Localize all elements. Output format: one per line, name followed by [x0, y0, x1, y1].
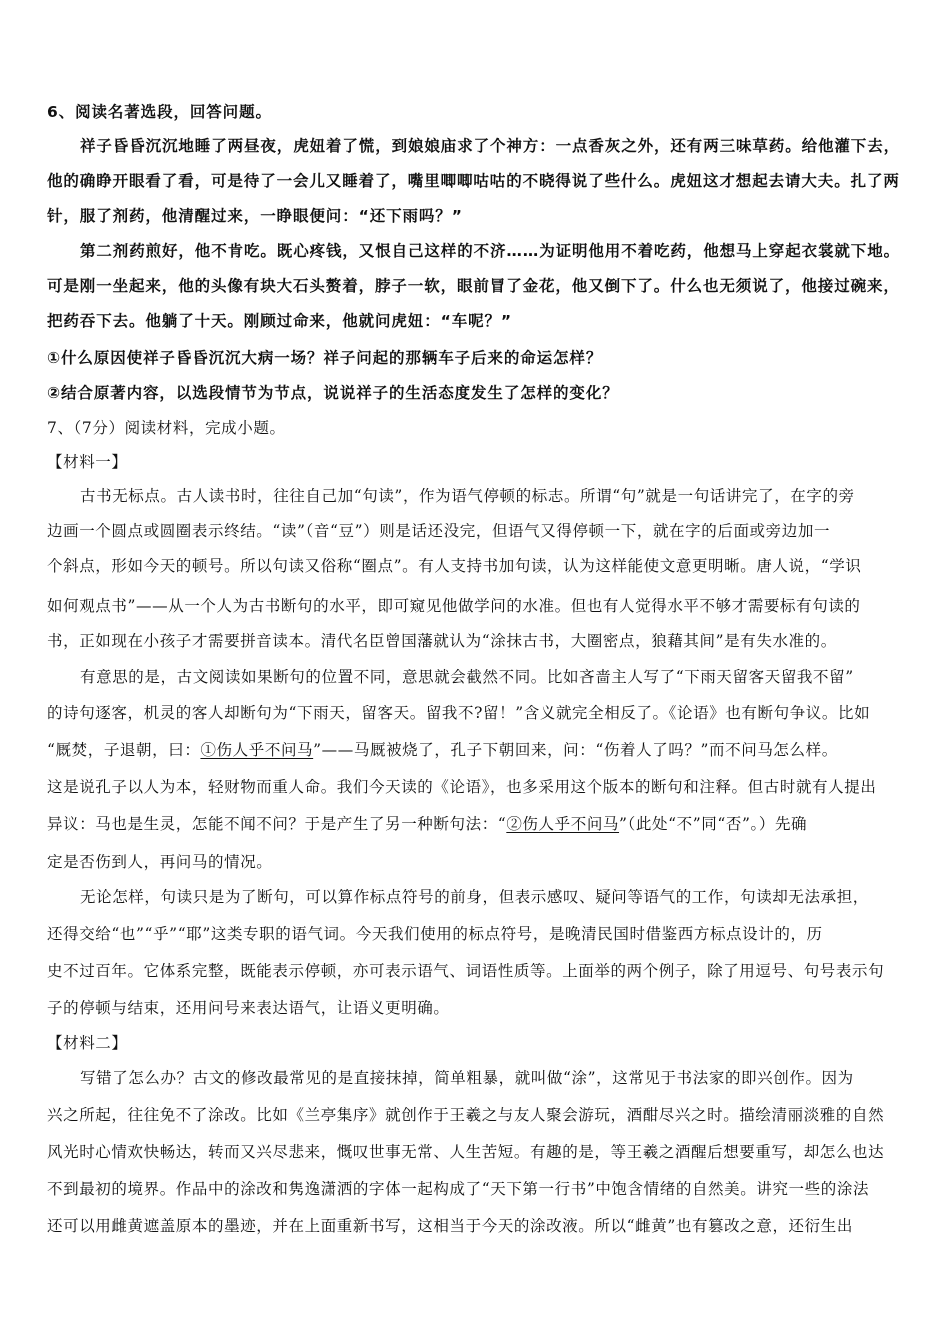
- text-segment: “厩焚，子退朝，曰：: [47, 741, 201, 759]
- material-1-label: 【材料一】: [47, 453, 128, 471]
- material-2-line: 兴之所起，往往免不了涂改。比如《兰亭集序》就创作于王羲之与友人聚会游玩，酒酣尽兴之时。描绘清丽淡雅的自然: [47, 1106, 885, 1124]
- material-1-line: 还得交给“也”“乎”“耶”这类专职的语气词。今天我们使用的标点符号，是晚清民国时借鉴西方标点设计的，历: [47, 925, 823, 943]
- material-1-line: 边画一个圆点或圆圈表示终结。“读”（音“豆”）则是话还没完，但语气又得停顿一下，就在字的后面或旁边加一: [47, 522, 831, 540]
- material-2-line: 风光时心情欢快畅达，转而又兴尽悲来，慨叹世事无常、人生苦短。有趣的是，等王羲之酒醒后想要重写，却怎么也达: [47, 1143, 885, 1161]
- material-2-line: 还可以用雌黄遮盖原本的墨迹，并在上面重新书写，这相当于今天的涂改液。所以“雌黄”也有篡改之意，还衍生出: [47, 1217, 853, 1235]
- material-1-line: 无论怎样，句读只是为了断句，可以算作标点符号的前身，但表示感叹、疑问等语气的工作，句读却无法承担，: [80, 888, 869, 906]
- material-1-line: 古书无标点。古人读书时，往往自己加“句读”，作为语气停顿的标志。所谓“句”就是一句话讲完了，在字的旁: [80, 487, 855, 505]
- q6-passage-line: 可是刚一坐起来，他的头像有块大石头赘着，脖子一软，眼前冒了金花，他又倒下了。什么也无须说了，他接过碗来，: [47, 277, 900, 295]
- material-2-label: 【材料二】: [47, 1034, 128, 1052]
- q6-title: 6、阅读名著选段，回答问题。: [47, 103, 272, 121]
- material-1-line: [47, 740, 907, 760]
- material-1-line: 这是说孔子以人为本，轻财物而重人命。我们今天读的《论语》，也多采用这个版本的断句和注释。但古时就有人提出: [47, 778, 877, 796]
- material-2-line: 写错了怎么办？古文的修改最常见的是直接抹掉，简单粗暴，就叫做“涂”，这常见于书法家的即兴创作。因为: [80, 1069, 854, 1087]
- material-1-line: 如何观点书”——从一个人为古书断句的水平，即可窥见他做学问的水准。但也有人觉得水平不够才需要标有句读的: [47, 597, 861, 615]
- q6-passage-line: 他的确睁开眼看了看，可是待了一会儿又睡着了，嘴里唧唧咕咕的不晓得说了些什么。虎妞这才想起去请大夫。扎了两: [47, 172, 900, 190]
- text-segment: 异议：马也是生灵，怎能不闻不问？于是产生了另一种断句法：“: [47, 815, 507, 833]
- material-1-line: 定是否伤到人，再问马的情况。: [47, 853, 273, 871]
- text-segment: ”——马厩被烧了，孔子下朝回来，问：“伤着人了吗？”而不问马怎么样。: [313, 741, 838, 759]
- material-2-line: 不到最初的境界。作品中的涂改和隽逸潇洒的字体一起构成了“天下第一行书”中饱含情绪的自然美。讲究一些的涂法: [47, 1180, 870, 1198]
- material-1-line: [47, 814, 907, 834]
- q6-passage-line: 祥子昏昏沉沉地睡了两昼夜，虎妞着了慌，到娘娘庙求了个神方：一点香灰之外，还有两三味草药。给他灌下去，: [80, 137, 901, 155]
- text-segment: ”（此处“不”同“否”。）先确: [619, 815, 808, 833]
- q6-passage-line: 第二剂药煎好，他不肯吃。既心疼钱，又恨自己这样的不济……为证明他用不着吃药，他想马上穿起衣裳就下地。: [80, 242, 901, 260]
- q7-title: 7、（7分）阅读材料，完成小题。: [47, 419, 286, 437]
- q6-passage-line: 把药吞下去。他躺了十天。刚顾过命来，他就问虎妞：“车呢？”: [47, 312, 512, 330]
- material-1-line: 书，正如现在小孩子才需要拼音读本。清代名臣曾国藩就认为“涂抹古书，大圈密点，狼藉其间”是有失水准的。: [47, 632, 837, 650]
- material-1-line: 子的停顿与结束，还用问号来表达语气，让语义更明确。: [47, 999, 450, 1017]
- underlined-phrase-2: ②伤人乎不问马: [506, 815, 620, 833]
- material-1-line: 的诗句逐客，机灵的客人却断句为“下雨天，留客天。留我不?留！”含义就完全相反了。《论语》也有断句争议。比如: [47, 704, 871, 722]
- underlined-phrase-1: ①伤人乎不问马: [200, 741, 314, 759]
- q6-subquestion-2: ②结合原著内容，以选段情节为节点，说说祥子的生活态度发生了怎样的变化？: [47, 384, 619, 402]
- material-1-line: 个斜点，形如今天的顿号。所以句读又俗称“圈点”。有人支持书加句读，认为这样能使文意更明晰。唐人说，“学识: [47, 557, 862, 575]
- material-1-line: 有意思的是，古文阅读如果断句的位置不同，意思就会截然不同。比如吝啬主人写了“下雨天留客天留我不留”: [80, 668, 854, 686]
- q6-subquestion-1: ①什么原因使祥子昏昏沉沉大病一场？祥子问起的那辆车子后来的命运怎样？: [47, 349, 603, 367]
- material-1-line: 史不过百年。它体系完整，既能表示停顿，亦可表示语气、词语性质等。上面举的两个例子，除了用逗号、句号表示句: [47, 962, 885, 980]
- q6-passage-line: 针，服了剂药，他清醒过来，一睁眼便问：“还下雨吗？”: [47, 207, 463, 225]
